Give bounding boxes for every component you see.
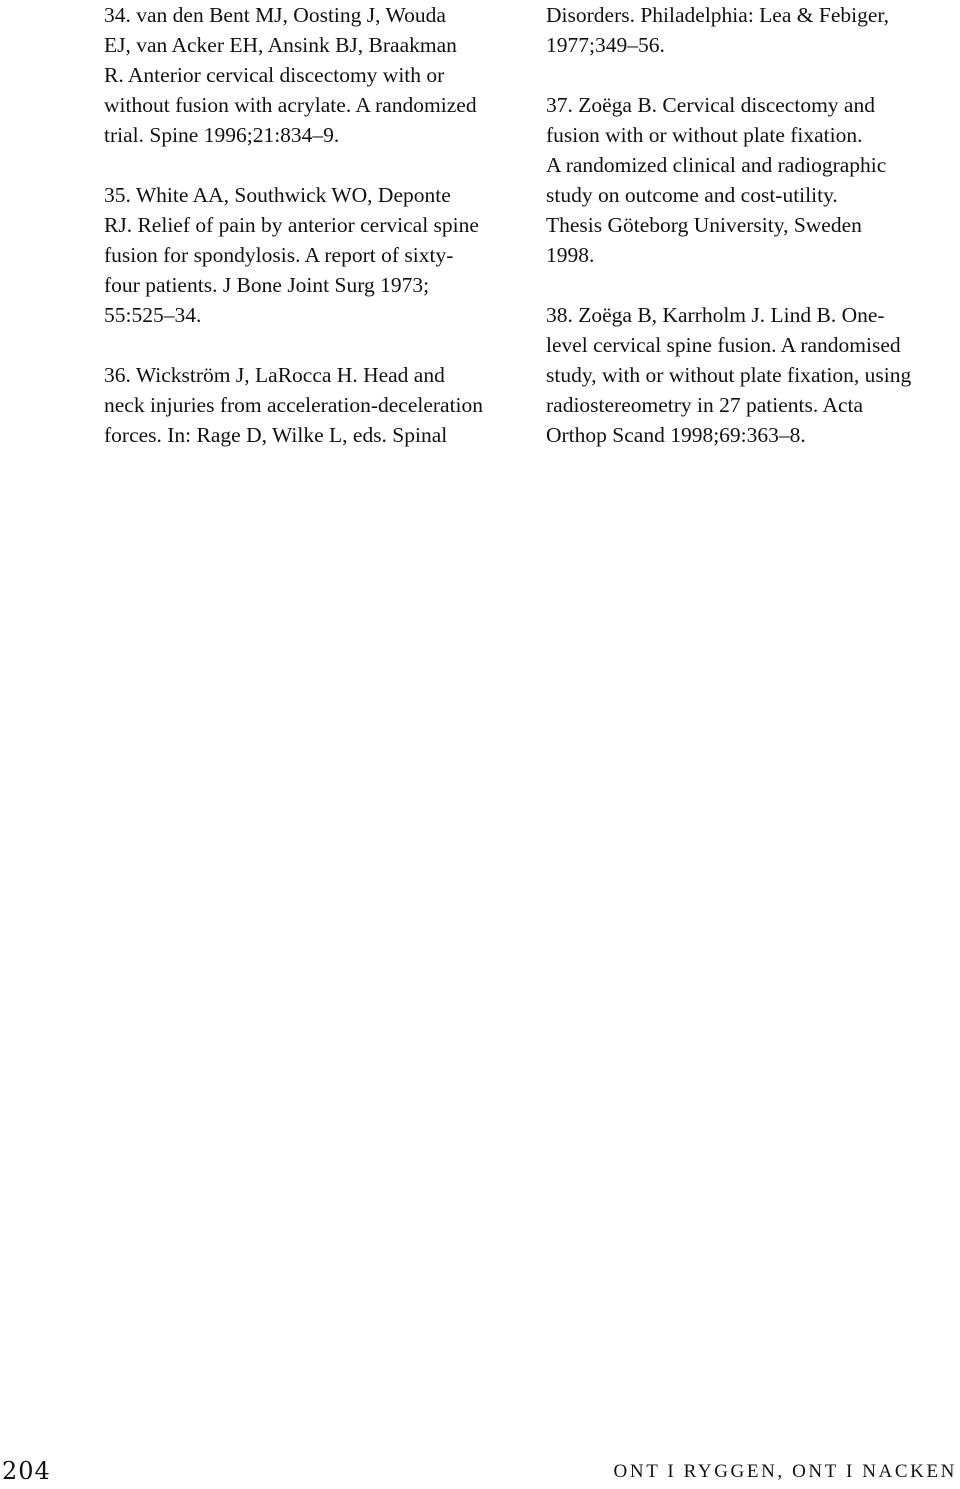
reference-34: 34. van den Bent MJ, Oosting J, Wouda EJ, van Acker EH, Ansink BJ, Braakman R. Anterior cervical discectomy with or without fusion with acrylate. A randomized trial. Spine 1996;21:834–9. [104, 3, 477, 147]
reference-35: 35. White AA, Southwick WO, Deponte RJ. Relief of pain by anterior cervical spine fusion for spondylosis. A report of sixty- four patients. J Bone Joint Surg 1973; 55:525–34. [104, 183, 479, 327]
reference-column-left [104, 0, 524, 480]
reference-36-continuation: Disorders. Philadelphia: Lea & Febiger, 1977;349–56. [546, 3, 890, 57]
reference-38: 38. Zoëga B, Karrholm J. Lind B. One- level cervical spine fusion. A randomised study, with or without plate fixation, using radiostereometry in 27 patients. Acta Orthop Scand 1998;69:363–8. [546, 303, 912, 447]
running-title: ONT I RYGGEN, ONT I NACKEN [613, 1461, 957, 1482]
reference-36: 36. Wickström J, LaRocca H. Head and neck injuries from acceleration-deceleration forces. In: Rage D, Wilke L, eds. Spinal [104, 363, 484, 447]
page-number: 204 [2, 1457, 51, 1485]
reference-37: 37. Zoëga B. Cervical discectomy and fusion with or without plate fixation. A randomized clinical and radiographic study on outcome and cost-utility. Thesis Göteborg University, Sweden 1998. [546, 93, 887, 267]
reference-column-right [546, 0, 956, 480]
